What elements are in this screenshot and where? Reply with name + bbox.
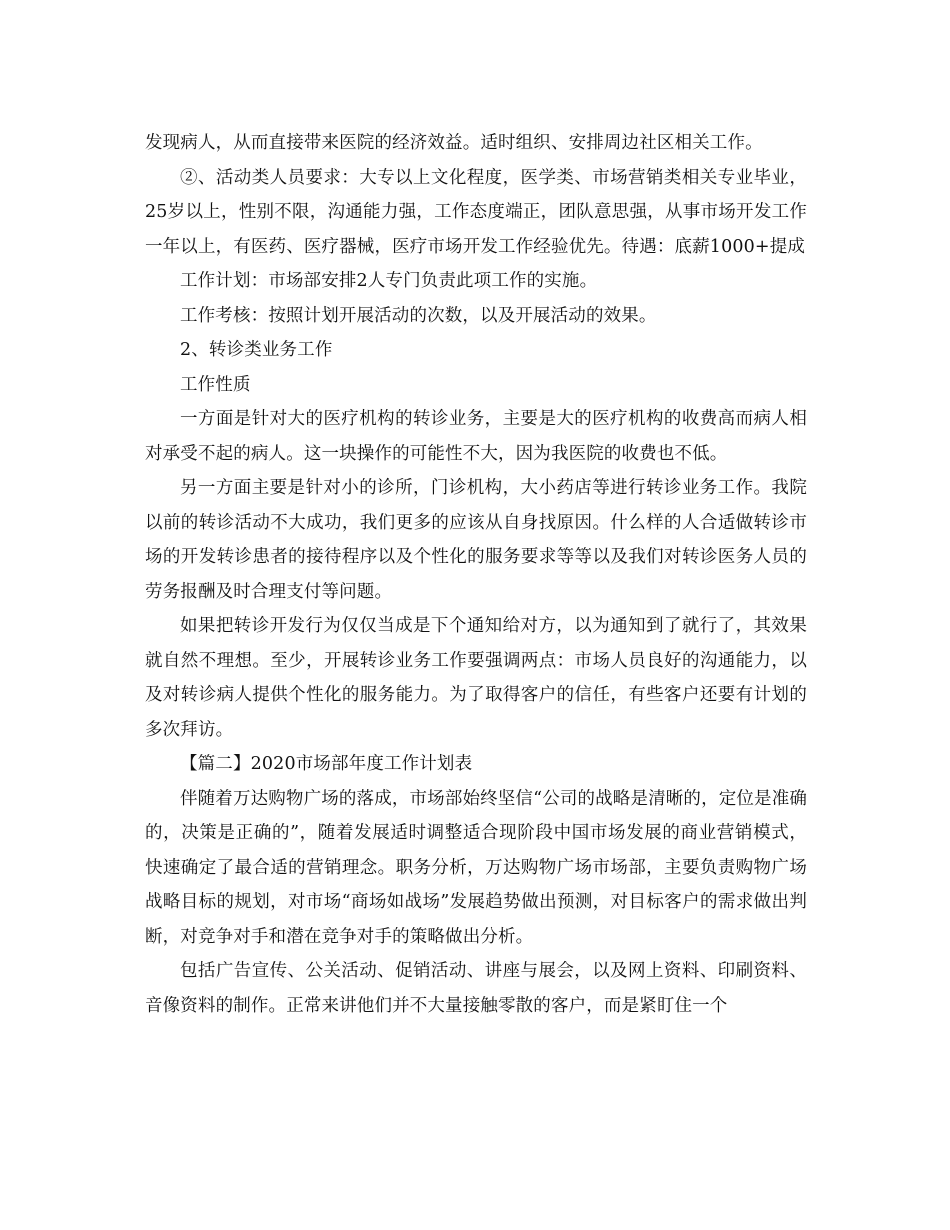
paragraph-1: 发现病人，从而直接带来医院的经济效益。适时组织、安排周边社区相关工作。 [145,133,763,153]
paragraph-8: 另一方面主要是针对小的诊所，门诊机构，大小药店等进行转诊业务工作。我院以前的转诊活动不大成功，我们更多的应该从自身找原因。什么样的人合适做转诊市场的开发转诊患者的接待程序以及个性化的服务要求等等以及我们对转诊医务人员的劳务报酬及时合理支付等问题。 [145,478,807,602]
section-heading-part-two: 【篇二】2020市场部年度工作计划表 [180,754,473,774]
paragraph-12: 包括广告宣传、公关活动、促销活动、讲座与展会，以及网上资料、印刷资料、音像资料的制作。正常来讲他们并不大量接触零散的客户，而是紧盯住一个 [145,961,807,1016]
subheading-work-nature: 工作性质 [180,374,251,395]
paragraph-3: 工作计划：市场部安排2人专门负责此项工作的实施。 [180,271,598,291]
paragraph-2: ②、活动类人员要求：大专以上文化程度，医学类、市场营销类相关专业毕业，25岁以上，性别不限，沟通能力强，工作态度端正，团队意思强，从事市场开发工作一年以上，有医药、医疗器械，医疗市场开发工作经验优先。待遇：底薪1000+提成 [145,167,807,257]
paragraph-7: 一方面是针对大的医疗机构的转诊业务，主要是大的医疗机构的收费高而病人相对承受不起的病人。这一块操作的可能性不大，因为我医院的收费也不低。 [145,409,807,464]
paragraph-9: 如果把转诊开发行为仅仅当成是下个通知给对方，以为通知到了就行了，其效果就自然不理想。至少，开展转诊业务工作要强调两点：市场人员良好的沟通能力，以及对转诊病人提供个性化的服务能力。为了取得客户的信任，有些客户还要有计划的多次拜访。 [145,616,807,740]
section-heading-referral: 2、转诊类业务工作 [180,340,333,360]
paragraph-4: 工作考核：按照计划开展活动的次数，以及开展活动的效果。 [180,305,657,326]
document-body [145,126,807,1023]
paragraph-11: 伴随着万达购物广场的落成，市场部始终坚信“公司的战略是清晰的，定位是准确的，决策是正确的”，随着发展适时调整适合现阶段中国市场发展的商业营销模式，快速确定了最合适的营销理念。职务分析，万达购物广场市场部，主要负责购物广场战略目标的规划，对市场“商场如战场”发展趋势做出预测，对目标客户的需求做出判断，对竞争对手和潜在竞争对手的策略做出分析。 [145,788,807,947]
